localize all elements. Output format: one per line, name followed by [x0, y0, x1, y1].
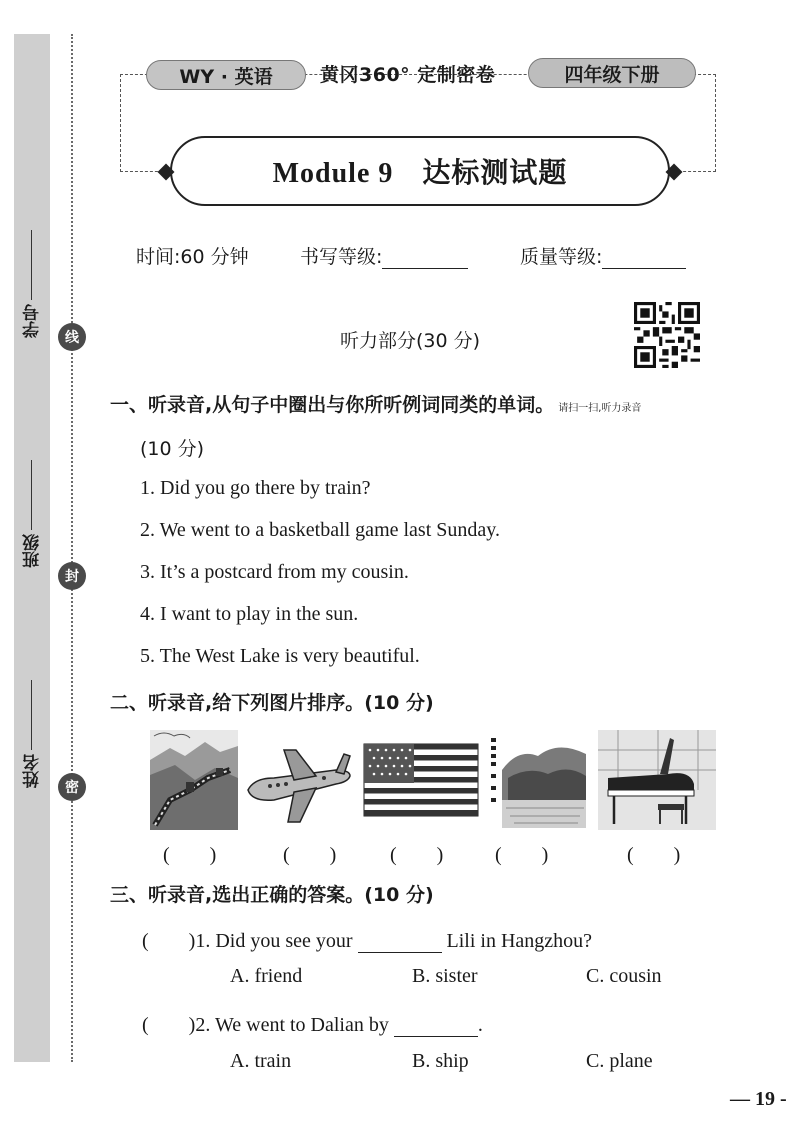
question-2-stem-end: . [477, 1014, 483, 1036]
picture-3-answer[interactable]: ( ) [390, 844, 444, 866]
student-number-blank[interactable] [31, 230, 33, 300]
writing-grade-label: 书写等级: [300, 246, 383, 268]
part2-heading: 二、听录音,给下列图片排序。(10 分) [110, 692, 434, 714]
question-1-option-c[interactable]: C. cousin [586, 965, 662, 987]
name-label: 姓名 [22, 754, 43, 788]
quality-grade [520, 242, 686, 269]
part1-item-3: 3. It’s a postcard from my cousin. [140, 561, 409, 583]
writing-grade-blank[interactable] [382, 251, 468, 269]
question-2-answer[interactable]: ( ) [142, 1014, 196, 1036]
quality-grade-label: 质量等级: [520, 246, 603, 268]
page-number: — 19 - [730, 1088, 787, 1110]
west-lake-picture [488, 730, 588, 830]
picture-1-answer[interactable]: ( ) [163, 844, 217, 866]
time-label: 时间:60 分钟 [136, 246, 249, 268]
class-blank[interactable] [31, 460, 33, 530]
part1-heading [110, 390, 641, 417]
writing-grade [300, 242, 468, 269]
question-1 [142, 924, 592, 953]
qr-note: 请扫一扫,听力录音 [558, 403, 642, 414]
question-1-option-a[interactable]: A. friend [230, 965, 303, 987]
part1-score: (10 分) [140, 438, 205, 460]
seal-line-badge: 线 [58, 323, 86, 351]
question-2-option-b[interactable]: B. ship [412, 1050, 469, 1072]
us-flag-picture [362, 730, 480, 830]
picture-4-answer[interactable]: ( ) [495, 844, 549, 866]
question-1-stem-end: Lili in Hangzhou? [446, 930, 593, 952]
cut-line [71, 34, 73, 1062]
airplane-picture [244, 730, 354, 830]
student-number-label: 学号 [22, 304, 43, 338]
brand-label: 黄冈360° 定制密卷 [320, 64, 496, 86]
page-title [170, 136, 670, 206]
quality-grade-blank[interactable] [602, 251, 686, 269]
qr-code-icon[interactable] [634, 302, 700, 368]
class-label: 班级 [22, 534, 43, 568]
picture-5-answer[interactable]: ( ) [627, 844, 681, 866]
question-2-blank[interactable] [394, 1019, 478, 1037]
question-2-option-a[interactable]: A. train [230, 1050, 292, 1072]
question-1-blank[interactable] [358, 935, 442, 953]
question-2 [142, 1008, 483, 1037]
title-text: Module 9 达标测试题 [272, 158, 568, 189]
part1-item-2: 2. We went to a basketball game last Sunday. [140, 519, 500, 541]
seal-secret-badge: 密 [58, 773, 86, 801]
seal-seal-badge: 封 [58, 562, 86, 590]
grade-pill: 四年级下册 [528, 58, 696, 88]
piano-picture [598, 730, 716, 830]
part3-heading: 三、听录音,选出正确的答案。(10 分) [110, 884, 434, 906]
student-number-field[interactable] [20, 230, 44, 338]
name-field[interactable] [20, 680, 44, 788]
great-wall-picture [150, 730, 238, 830]
name-blank[interactable] [31, 680, 33, 750]
listening-heading: 听力部分(30 分) [340, 330, 481, 352]
question-2-option-c[interactable]: C. plane [586, 1050, 653, 1072]
part1-item-5: 5. The West Lake is very beautiful. [140, 645, 420, 667]
question-1-answer[interactable]: ( ) [142, 930, 196, 952]
class-field[interactable] [20, 460, 44, 568]
picture-2-answer[interactable]: ( ) [283, 844, 337, 866]
part1-heading-text: 一、听录音,从句子中圈出与你所听例词同类的单词。 [110, 394, 555, 416]
part1-item-1: 1. Did you go there by train? [140, 477, 371, 499]
question-1-stem-start: 1. Did you see your [195, 930, 353, 952]
question-2-stem-start: 2. We went to Dalian by [195, 1014, 389, 1036]
subject-pill: WY · 英语 [146, 60, 306, 90]
question-1-option-b[interactable]: B. sister [412, 965, 478, 987]
part1-item-4: 4. I want to play in the sun. [140, 603, 359, 625]
